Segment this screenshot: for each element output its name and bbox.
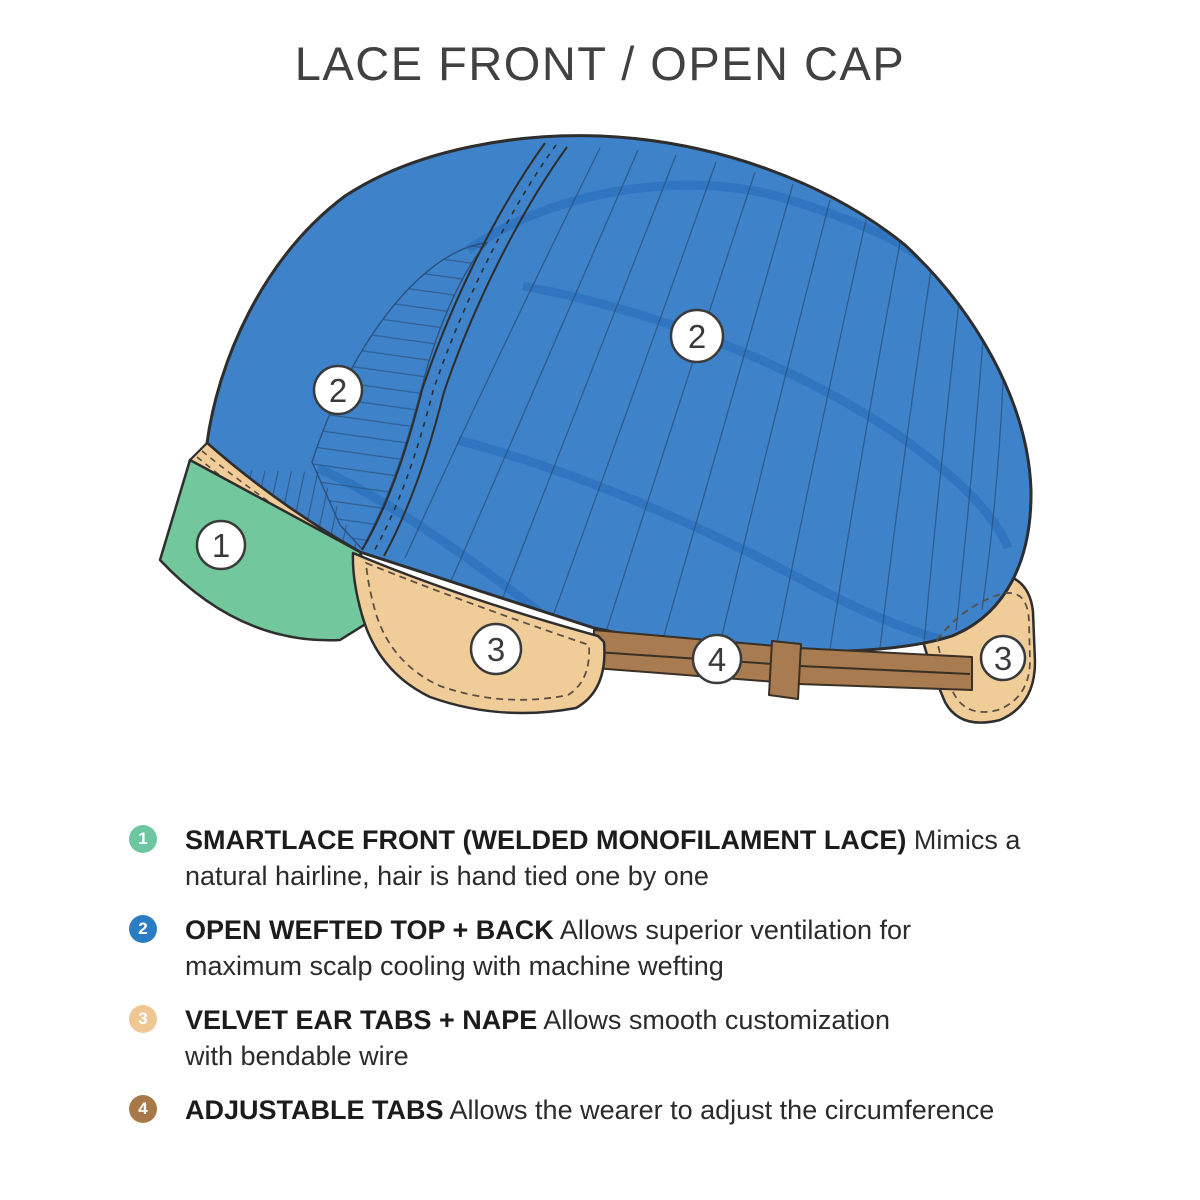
legend-desc-3a: Allows smooth customization: [537, 1005, 890, 1035]
svg-text:1: 1: [211, 527, 231, 564]
svg-text:2: 2: [328, 372, 348, 409]
legend-badge-2: 2: [129, 915, 157, 943]
legend-term-3: VELVET EAR TABS + NAPE: [185, 1005, 538, 1035]
legend-text-3: [185, 1002, 1065, 1074]
legend-term-2: OPEN WEFTED TOP + BACK: [185, 915, 554, 945]
callout-2-main: [671, 310, 723, 362]
legend-item-open-wefted: [129, 912, 1065, 984]
legend-item-smartlace-front: [129, 822, 1065, 894]
page-title: LACE FRONT / OPEN CAP: [294, 37, 906, 90]
callout-2-front: [314, 366, 362, 414]
legend-desc-2a: Allows superior ventilation for: [553, 915, 911, 945]
svg-text:3: 3: [993, 640, 1013, 677]
legend-term-1: SMARTLACE FRONT (WELDED MONOFILAMENT LACE): [185, 825, 907, 855]
strap-adjuster: [769, 641, 801, 699]
svg-text:2: 2: [687, 318, 707, 355]
legend-text-4: [185, 1092, 1065, 1128]
callout-3-back: [981, 636, 1025, 680]
legend-item-velvet-ear-tabs: [129, 1002, 1065, 1074]
callout-4: [693, 635, 741, 683]
legend-desc-2b: maximum scalp cooling with machine wefting: [185, 951, 724, 981]
legend-badge-3: 3: [129, 1005, 157, 1033]
legend: [129, 822, 1065, 1146]
legend-desc-3b: with bendable wire: [185, 1041, 409, 1071]
legend-badge-4: 4: [129, 1095, 157, 1123]
svg-text:3: 3: [486, 631, 506, 668]
legend-desc-4a: Allows the wearer to adjust the circumference: [443, 1095, 995, 1125]
legend-term-4: ADJUSTABLE TABS: [185, 1095, 444, 1125]
legend-desc-1a: Mimics a: [906, 825, 1021, 855]
legend-text-1: [185, 822, 1065, 894]
callout-1: [197, 521, 245, 569]
svg-text:4: 4: [707, 641, 727, 678]
legend-desc-1b: natural hairline, hair is hand tied one by one: [185, 861, 709, 891]
legend-text-2: [185, 912, 1065, 984]
callout-3-front: [471, 624, 521, 674]
legend-badge-1: 1: [129, 825, 157, 853]
legend-item-adjustable-tabs: [129, 1092, 1065, 1128]
